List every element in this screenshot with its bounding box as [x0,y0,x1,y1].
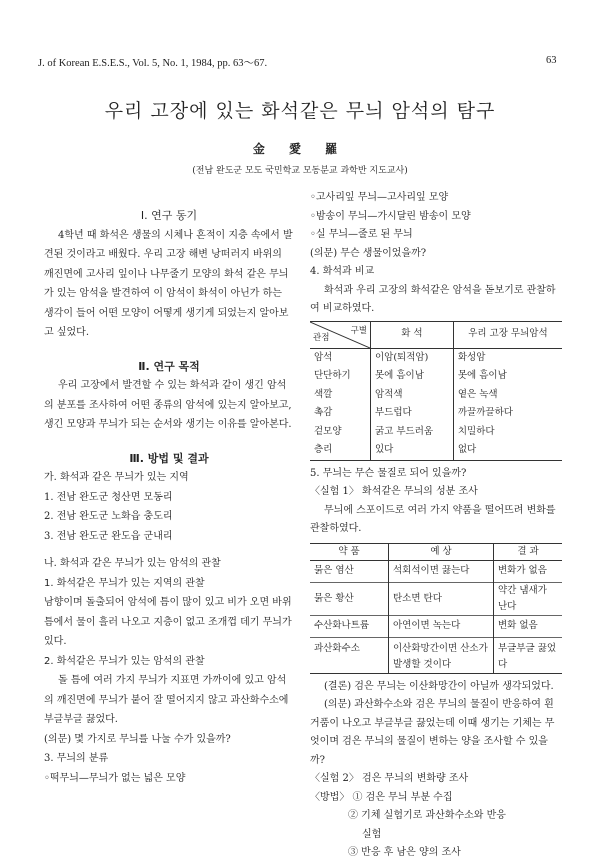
table-corner-top: 구별 [350,325,367,336]
table-cell: 단단하기 [310,367,371,386]
table-cell: 굵고 부드러움 [371,423,454,442]
table-row [310,386,562,405]
table-cell: 못에 흠이남 [457,370,507,381]
table-cell: 약간 냄새가 난다 [498,584,547,612]
table-row [310,348,562,367]
table-cell: 과산화수소 [310,637,389,673]
table-row [310,637,562,673]
table-cell: 치밀하다 [457,425,495,437]
pattern-item-4: ◦실 무늬—줄로 된 무늬 [310,229,413,240]
method-step-3: ③ 반응 후 남은 양의 조사 [348,847,461,858]
region-item-2: 2. 전남 완도군 노화읍 충도리 [44,511,173,522]
table-cell: 이암(퇴적암) [371,348,454,367]
observation-1-title: 1. 화석같은 무늬가 있는 지역의 관찰 [44,577,205,589]
table-row [310,615,562,637]
region-item-3: 3. 전남 완도군 완도읍 군내리 [44,530,173,542]
left-column [44,206,294,788]
section-2-title: Ⅱ. 연구 목적 [138,359,200,373]
table-cell: 암석 [310,348,371,367]
table-cell: 석회석이면 끓는다 [389,560,494,582]
section-1-title: Ⅰ. 연구 동기 [140,209,198,222]
observation-1-text: 남향이며 돌출되어 암석에 틈이 많이 있고 비가 오면 바위 틈에서 물이 흘러 나오고 지층이 없고 조개껍 데기 무늬가 있다. [44,597,292,647]
table-header: 약 품 [310,543,389,560]
table-header: 우리 고장 무늬암석 [468,328,548,340]
table-cell: 이산화망간이면 산소가 발생할 것이다 [389,637,494,673]
table-corner-bottom: 관점 [313,333,330,343]
journal-citation: J. of Korean E.S.E.S., Vol. 5, No. 1, 1984, pp. 63～67. [38,58,268,69]
method-step-2: ② 기체 실험기로 과산화수소와 반응 [348,810,506,821]
table-cell: 층리 [310,441,371,460]
comparison-title: 4. 화석과 비교 [310,266,375,277]
table-cell: 부글부글 끓었다 [498,642,557,670]
pattern-item-1: ◦떡무늬—무늬가 없는 넓은 모양 [44,772,186,784]
method-step-1: 〈방법〉 ① 검은 무늬 부분 수집 [310,791,453,803]
table-cell: 수산화나트륨 [310,615,389,637]
table-cell: 없다 [457,444,477,455]
section-1-text: 4학년 때 화석은 생물의 시체나 흔적이 지층 속에서 발견된 것이라고 배웠다. 우리 고장 해변 낭떠러지 바위의 깨진면에 고사리 잎이나 나무줄기 모양의 화석 같은 무늬가 있는 암석을 발견하여 이 암석이 화석이 아닌가 하는 생각이 들어 어떤 모양이 어떻게 생기게 되었는지 알아보고 싶었다. [44,229,293,338]
table-cell: 아연이면 녹는다 [389,615,494,637]
conclusion-text: (결론) 검은 무늬는 이산화망간이 아닐까 생각되었다. [324,680,554,692]
experiment-1-text: 무늬에 스포이드로 여러 가지 약품을 떨어뜨려 변화를 관찰하였다. [310,504,556,534]
section-2-text: 우리 고장에서 발견할 수 있는 화석과 같이 생긴 암석의 분포를 조사하여 어떤 종류의 암석에 있는지 알아보고, 생긴 모양과 무늬가 되는 순서와 생기는 이유를 알아본다. [44,380,292,430]
question-1: (의문) 몇 가지로 무늬를 나눌 수가 있을까? [44,733,231,745]
table-cell: 까끌까끌하다 [457,407,513,418]
material-question: 5. 무늬는 무슨 물질로 되어 있을까? [310,467,467,479]
author-affiliation: (전남 완도군 모도 국민학교 모동분교 과학반 지도교사) [192,166,408,176]
question-3: (의문) 과산화수소와 검은 무늬의 물질이 반응하여 흰 거품이 나오고 부글부글 끓었는데 이때 생기는 기체는 무엇이며 검은 무늬의 물질이 변하는 양을 조사할 수 있을까? [310,699,555,766]
table-cell: 옅은 녹색 [457,388,498,400]
question-2: (의문) 무슨 생물이었을까? [310,247,427,259]
table-cell: 화성암 [457,351,486,363]
subsection-ga: 가. 화석과 같은 무늬가 있는 지역 [44,472,189,483]
table-cell: 탄소면 탄다 [389,582,494,615]
table-row [310,404,562,423]
table-row [310,367,562,386]
table-header: 화 석 [371,321,454,348]
table-row [310,441,562,460]
experiment-2-title: 〈실험 2〉 검은 무늬의 변화량 조사 [310,773,469,784]
pattern-item-3: ◦밤송이 무늬—가시달린 밤송이 모양 [310,210,471,222]
table-row [310,560,562,582]
table-cell: 묽은 황산 [310,582,389,615]
page-number: 63 [546,55,557,66]
right-column [310,189,562,863]
table-cell: 암적색 [371,386,454,405]
section-3-title: Ⅲ. 방법 및 결과 [129,451,209,465]
table-cell: 부드럽다 [371,404,454,423]
experiment-1-title: 〈실험 1〉 화석같은 무늬의 성분 조사 [310,486,478,497]
reagent-table [310,543,562,674]
method-step-2-cont: 실험 [362,828,382,840]
table-header: 예 상 [389,543,494,560]
table-cell: 묽은 염산 [310,560,389,582]
table-cell: 겉모양 [310,423,371,442]
classification-title: 3. 무늬의 분류 [44,753,109,764]
observation-2-title: 2. 화석같은 무늬가 있는 암석의 관찰 [44,655,205,667]
author-name: 金 愛 羅 [252,142,348,156]
table-cell: 색깔 [310,386,371,405]
table-row [310,423,562,442]
subsection-na: 나. 화석과 같은 무늬가 있는 암석의 관찰 [44,558,221,569]
table-cell: 변화가 없음 [498,565,547,576]
comparison-table [310,321,562,461]
table-cell: 못에 흠이남 [371,367,454,386]
table-cell: 변화 없음 [498,620,538,631]
table-cell: 있다 [371,441,454,460]
table-header: 결 과 [517,545,539,557]
pattern-item-2: ◦고사리잎 무늬—고사리잎 모양 [310,192,449,203]
table-cell: 촉감 [310,404,371,423]
table-row [310,582,562,615]
observation-2-text: 돌 틈에 여러 가지 무늬가 지표면 가까이에 있고 암석의 깨진면에 무늬가 붙어 잘 떨어지지 않고 과산화수소에 부글부글 끓었다. [44,675,289,725]
comparison-text: 화석과 우리 고장의 화석같은 암석을 돋보기로 관찰하여 비교하였다. [310,284,556,314]
region-item-1: 1. 전남 완도군 청산면 모동리 [44,491,173,503]
paper-title: 우리 고장에 있는 화석같은 무늬 암석의 탐구 [104,100,496,122]
